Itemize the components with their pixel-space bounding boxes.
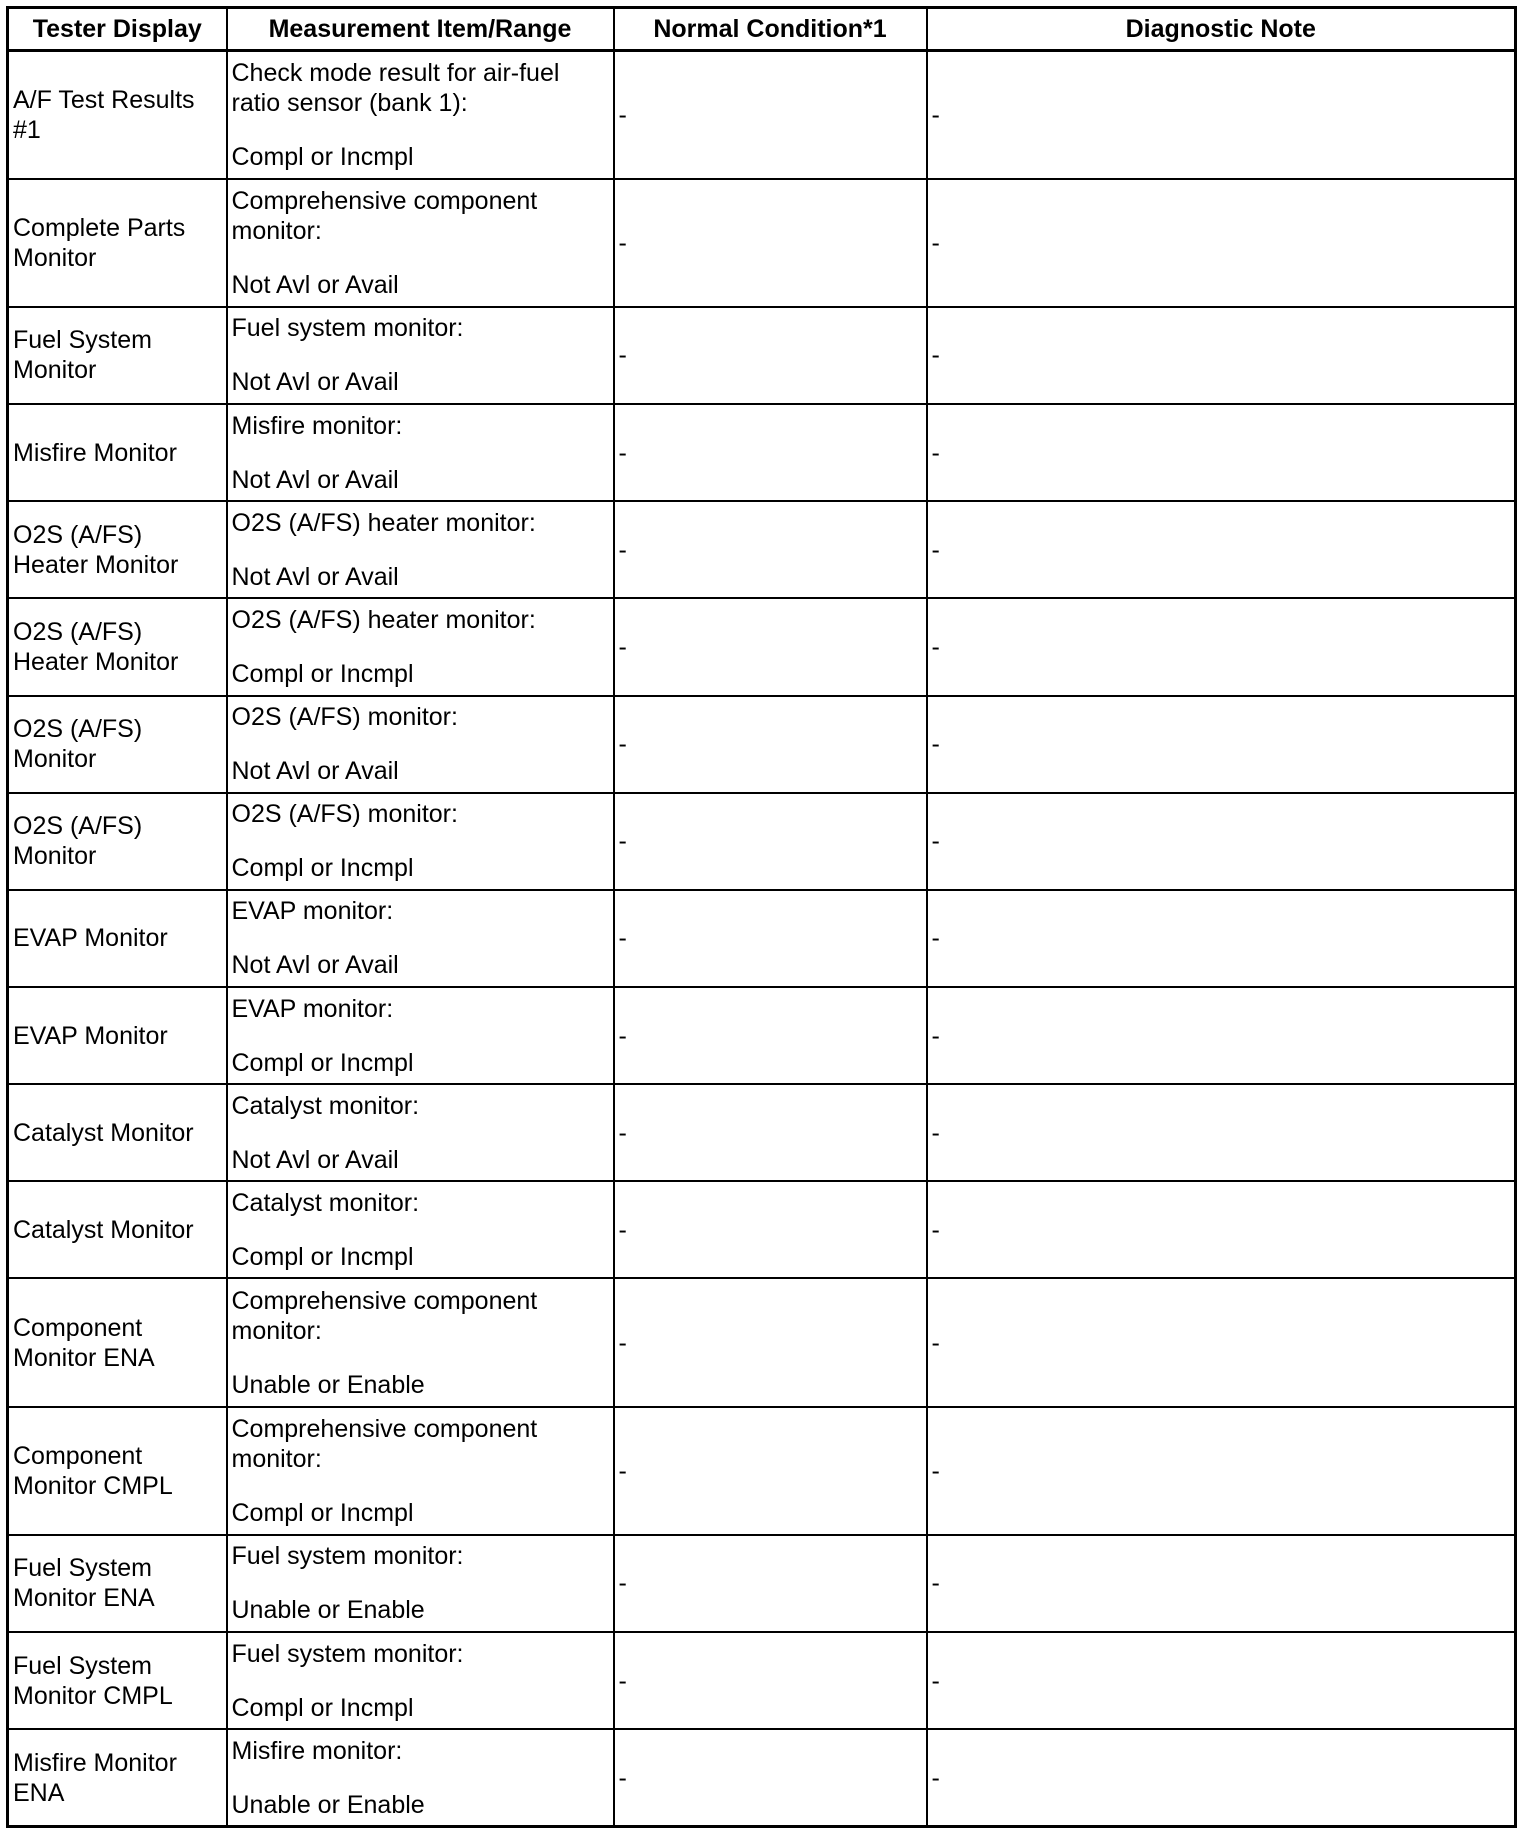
measurement-cell (227, 501, 614, 598)
tester-display-cell: O2S (A/FS) Monitor (8, 793, 227, 890)
tester-display-cell: Catalyst Monitor (8, 1181, 227, 1278)
normal-condition-cell: - (614, 890, 927, 987)
measurement-cell (227, 890, 614, 987)
normal-condition-cell: - (614, 307, 927, 404)
tester-display-cell: Fuel System Monitor CMPL (8, 1632, 227, 1729)
measurement-range: Compl or Incmpl (231, 659, 414, 688)
measurement-description: Check mode result for air-fuel ratio sensor (bank 1): (231, 58, 560, 117)
diagnostic-note-cell: - (927, 404, 1516, 501)
measurement-range: Unable or Enable (231, 1596, 425, 1625)
measurement-cell (227, 404, 614, 501)
normal-condition-cell: - (614, 793, 927, 890)
table-row (8, 696, 1516, 793)
measurement-cell (227, 307, 614, 404)
table-row (8, 179, 1516, 307)
tester-display-cell: A/F Test Results #1 (8, 51, 227, 179)
tester-display-cell: O2S (A/FS) Heater Monitor (8, 598, 227, 695)
measurement-range: Compl or Incmpl (231, 1048, 414, 1077)
table-row (8, 1729, 1516, 1826)
tester-display-cell: Complete Parts Monitor (8, 179, 227, 307)
measurement-description: Fuel system monitor: (231, 1542, 464, 1571)
diagnostic-note-cell: - (927, 1632, 1516, 1729)
measurement-cell (227, 793, 614, 890)
column-header-measurement-item: Measurement Item/Range (227, 8, 614, 51)
table-row (8, 1084, 1516, 1181)
tester-display-cell: Catalyst Monitor (8, 1084, 227, 1181)
normal-condition-cell: - (614, 1181, 927, 1278)
normal-condition-cell: - (614, 501, 927, 598)
column-header-diagnostic-note: Diagnostic Note (927, 8, 1516, 51)
header-row (8, 8, 1516, 51)
normal-condition-cell: - (614, 696, 927, 793)
column-header-normal-condition: Normal Condition*1 (614, 8, 927, 51)
measurement-cell (227, 1729, 614, 1826)
normal-condition-cell: - (614, 51, 927, 179)
diagnostic-note-cell: - (927, 793, 1516, 890)
measurement-description: EVAP monitor: (231, 994, 394, 1023)
measurement-cell (227, 179, 614, 307)
measurement-cell (227, 1535, 614, 1632)
column-header-tester-display: Tester Display (8, 8, 227, 51)
measurement-range: Not Avl or Avail (231, 1145, 399, 1174)
diagnostic-note-cell: - (927, 1535, 1516, 1632)
tester-display-cell: EVAP Monitor (8, 890, 227, 987)
measurement-description: EVAP monitor: (231, 897, 394, 926)
measurement-description: O2S (A/FS) heater monitor: (231, 605, 536, 634)
diagnostic-note-cell: - (927, 1084, 1516, 1181)
measurement-range: Unable or Enable (231, 1790, 425, 1819)
measurement-description: Comprehensive component monitor: (231, 186, 538, 245)
measurement-cell (227, 51, 614, 179)
table-row (8, 598, 1516, 695)
normal-condition-cell: - (614, 1407, 927, 1535)
normal-condition-cell: - (614, 404, 927, 501)
measurement-description: Catalyst monitor: (231, 1091, 420, 1120)
diagnostic-note-cell: - (927, 1729, 1516, 1826)
diagnostic-note-cell: - (927, 501, 1516, 598)
normal-condition-cell: - (614, 987, 927, 1084)
measurement-range: Not Avl or Avail (231, 562, 399, 591)
measurement-description: Fuel system monitor: (231, 314, 464, 343)
diagnostic-note-cell: - (927, 696, 1516, 793)
tester-display-cell: O2S (A/FS) Heater Monitor (8, 501, 227, 598)
measurement-cell (227, 696, 614, 793)
data-list-table (6, 6, 1517, 1828)
measurement-range: Compl or Incmpl (231, 142, 414, 171)
normal-condition-cell: - (614, 598, 927, 695)
measurement-description: Fuel system monitor: (231, 1639, 464, 1668)
measurement-range: Compl or Incmpl (231, 854, 414, 883)
measurement-range: Not Avl or Avail (231, 757, 399, 786)
normal-condition-cell: - (614, 1278, 927, 1406)
measurement-range: Not Avl or Avail (231, 951, 399, 980)
diagnostic-note-cell: - (927, 179, 1516, 307)
diagnostic-note-cell: - (927, 890, 1516, 987)
measurement-description: Misfire monitor: (231, 1736, 403, 1765)
tester-display-cell: O2S (A/FS) Monitor (8, 696, 227, 793)
measurement-cell (227, 1181, 614, 1278)
table-row (8, 404, 1516, 501)
tester-display-cell: Misfire Monitor ENA (8, 1729, 227, 1826)
measurement-range: Not Avl or Avail (231, 270, 399, 299)
table-row (8, 793, 1516, 890)
table-row (8, 51, 1516, 179)
measurement-description: Misfire monitor: (231, 411, 403, 440)
table-row (8, 1181, 1516, 1278)
measurement-description: Comprehensive component monitor: (231, 1414, 538, 1473)
normal-condition-cell: - (614, 1084, 927, 1181)
tester-display-cell: Fuel System Monitor (8, 307, 227, 404)
measurement-range: Compl or Incmpl (231, 1498, 414, 1527)
tester-display-cell: EVAP Monitor (8, 987, 227, 1084)
table-row (8, 307, 1516, 404)
table-row (8, 1632, 1516, 1729)
measurement-description: Catalyst monitor: (231, 1188, 420, 1217)
measurement-cell (227, 1632, 614, 1729)
diagnostic-note-cell: - (927, 987, 1516, 1084)
table-row (8, 987, 1516, 1084)
measurement-range: Compl or Incmpl (231, 1693, 414, 1722)
measurement-cell (227, 1407, 614, 1535)
diagnostic-note-cell: - (927, 307, 1516, 404)
measurement-cell (227, 1278, 614, 1406)
normal-condition-cell: - (614, 179, 927, 307)
measurement-description: O2S (A/FS) monitor: (231, 800, 458, 829)
diagnostic-note-cell: - (927, 1181, 1516, 1278)
diagnostic-note-cell: - (927, 598, 1516, 695)
measurement-range: Unable or Enable (231, 1370, 425, 1399)
tester-display-cell: Component Monitor ENA (8, 1278, 227, 1406)
diagnostic-note-cell: - (927, 1278, 1516, 1406)
normal-condition-cell: - (614, 1535, 927, 1632)
table-row (8, 1535, 1516, 1632)
tester-display-cell: Misfire Monitor (8, 404, 227, 501)
measurement-cell (227, 598, 614, 695)
table-row (8, 1278, 1516, 1406)
table-row (8, 1407, 1516, 1535)
measurement-cell (227, 987, 614, 1084)
measurement-description: Comprehensive component monitor: (231, 1286, 538, 1345)
table-row (8, 890, 1516, 987)
measurement-description: O2S (A/FS) heater monitor: (231, 508, 536, 537)
normal-condition-cell: - (614, 1729, 927, 1826)
measurement-range: Compl or Incmpl (231, 1242, 414, 1271)
table-row (8, 501, 1516, 598)
tester-display-cell: Fuel System Monitor ENA (8, 1535, 227, 1632)
normal-condition-cell: - (614, 1632, 927, 1729)
measurement-range: Not Avl or Avail (231, 368, 399, 397)
diagnostic-note-cell: - (927, 51, 1516, 179)
measurement-cell (227, 1084, 614, 1181)
tester-display-cell: Component Monitor CMPL (8, 1407, 227, 1535)
document-page (6, 6, 1514, 1828)
measurement-range: Not Avl or Avail (231, 465, 399, 494)
measurement-description: O2S (A/FS) monitor: (231, 703, 458, 732)
diagnostic-note-cell: - (927, 1407, 1516, 1535)
